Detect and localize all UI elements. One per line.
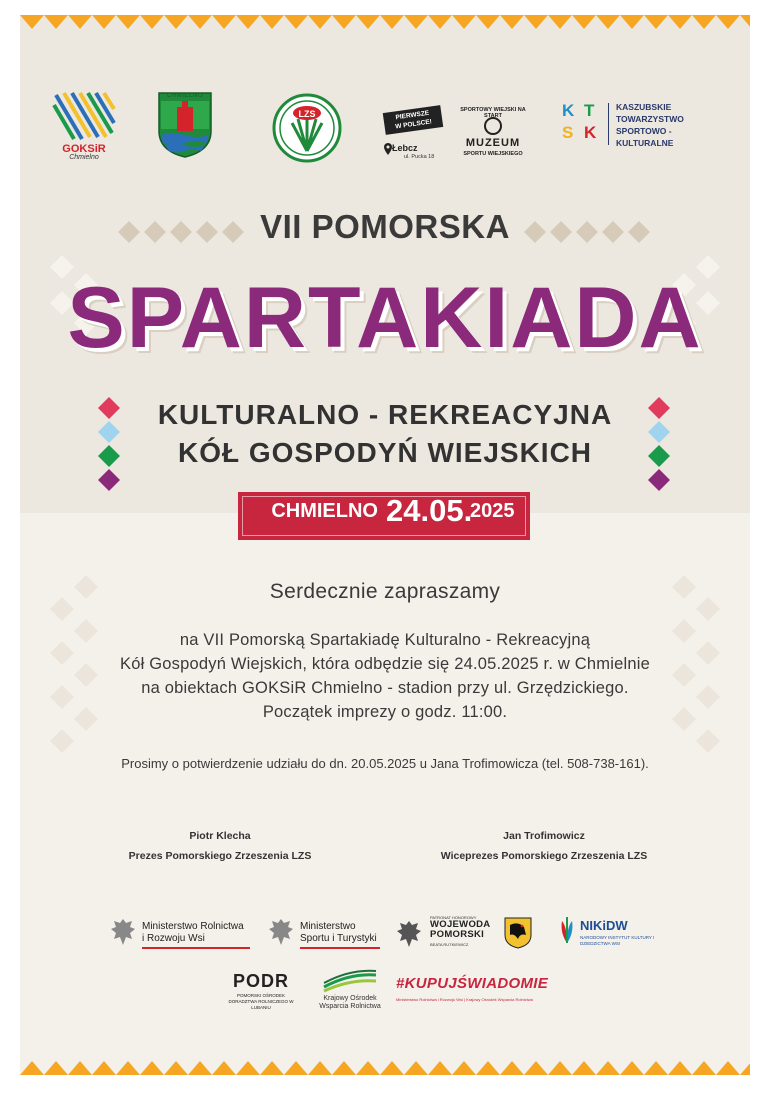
ktsk-name-line: KASZUBSKIE	[616, 102, 672, 112]
ministry-sport-name	[300, 921, 377, 945]
invite-heading: Serdecznie zapraszamy	[269, 580, 501, 603]
ktsk-letter-t: T	[584, 101, 595, 120]
podr-subtitle: POMORSKI OŚRODEK DORADZTWA ROLNICZEGO W LUBANIU	[228, 993, 294, 1010]
muzeum-sportu-logo-group	[382, 105, 532, 165]
ministry-line: Ministerstwo Rolnictwa	[142, 921, 244, 932]
eagle-emblem-icon	[110, 917, 136, 947]
date-day: 24.05.	[386, 493, 473, 528]
date-banner	[238, 492, 530, 540]
nikidw-subtitle: NARODOWY INSTYTUT KULTURY I DZIEDZICTWA WSI	[580, 935, 655, 946]
event-title: SPARTAKIADA	[67, 270, 703, 366]
podr-logo	[228, 971, 294, 1015]
signature-left	[80, 830, 360, 862]
kupuj-swiadomie-subtitle: Ministerstwo Rolnictwa i Rozwoju Wsi | Krajowy Ośrodek Wsparcia Rolnictwa	[396, 997, 533, 1002]
event-line-2: KÓŁ GOSPODYŃ WIEJSKICH	[177, 437, 593, 468]
kowr-logo	[310, 969, 390, 1015]
ministry-line: Ministerstwo	[300, 921, 356, 932]
ktsk-letter-k1: K	[562, 101, 575, 120]
ktsk-name	[616, 101, 684, 149]
nikidw-logo	[558, 915, 688, 951]
bottom-zigzag-border	[20, 1055, 750, 1075]
kupuj-swiadomie-wordmark: #KUPUJŚWIADOMIE	[396, 975, 549, 992]
ministry-underline	[300, 947, 380, 949]
kowr-name	[310, 995, 390, 1011]
paragraph-line: na VII Pomorską Spartakiadę Kulturalno - Rekreacyjną	[179, 631, 591, 649]
wojewoda-pomorski-logo	[396, 915, 506, 955]
ktsk-divider	[608, 103, 609, 145]
date-year: 2025	[470, 500, 515, 522]
ktsk-logo	[560, 101, 710, 161]
lzs-logo	[272, 93, 342, 163]
top-zigzag-border	[20, 15, 750, 35]
ball-icon	[484, 117, 502, 135]
kowr-line: Wsparcia Rolnictwa	[319, 1003, 381, 1010]
signature-name: Jan Trofimowicz	[503, 830, 585, 842]
ktsk-name-line: SPORTOWO -	[616, 126, 672, 136]
invitation-paragraph	[20, 628, 750, 724]
ministry-line: Sportu i Turystyki	[300, 933, 377, 944]
ktsk-letter-grid	[560, 101, 604, 145]
muzeum-subtitle: SPORTU WIEJSKIEGO	[463, 151, 523, 157]
lzs-label: LZS	[298, 109, 316, 119]
signature-right	[404, 830, 684, 862]
wojewoda-line: POMORSKI	[430, 929, 485, 940]
confirmation-note: Prosimy o potwierdzenie udziału do dn. 20.05.2025 u Jana Trofimowicza (tel. 508-738-161).	[121, 756, 649, 771]
muzeum-wordmark: MUZEUM	[465, 137, 521, 149]
paragraph-line: Początek imprezy o godz. 11:00.	[262, 703, 508, 721]
ministry-agriculture-name	[142, 921, 244, 945]
nikidw-wordmark: NIKiDW	[580, 918, 628, 933]
right-color-diamonds	[646, 395, 672, 495]
goksir-logo	[52, 91, 116, 161]
goksir-wordmark: GOKSiR	[62, 143, 106, 155]
badge-line-1: PIERWSZE	[395, 109, 430, 122]
kowr-line: Krajowy Ośrodek	[323, 995, 377, 1002]
ktsk-name-line: KULTURALNE	[616, 138, 674, 148]
muzeum-logo	[458, 105, 528, 165]
signature-role: Wiceprezes Pomorskiego Zrzeszenia LZS	[440, 850, 648, 862]
date-place: CHMIELNO	[271, 500, 378, 522]
ministry-agriculture-logo	[110, 917, 260, 949]
paragraph-line: Kół Gospodyń Wiejskich, która odbędzie się 24.05.2025 r. w Chmielnie	[120, 655, 650, 673]
event-line-1: KULTURALNO - REKREACYJNA	[157, 399, 613, 430]
wojewoda-person: BEATA RUTKIEWICZ	[430, 942, 469, 947]
ktsk-letter-k2: K	[584, 123, 597, 142]
crest-label: CHMIELNO	[167, 93, 203, 99]
wojewoda-line: WOJEWODA	[430, 919, 491, 930]
left-color-diamonds	[96, 395, 122, 495]
badge-line-2: W POLSCE!	[394, 118, 433, 131]
ministry-sport-logo	[268, 917, 388, 949]
signature-role: Prezes Pomorskiego Zrzeszenia LZS	[128, 850, 312, 862]
wojewoda-name	[430, 920, 490, 940]
ktsk-letter-s: S	[562, 123, 574, 142]
ministry-line: i Rozwoju Wsi	[142, 933, 205, 944]
kowr-fields-icon	[310, 969, 390, 993]
lebcz-place: Łebcz	[392, 143, 418, 153]
podr-wordmark: PODR	[232, 971, 289, 991]
chmielno-crest-logo	[157, 91, 213, 159]
nikidw-leaf-icon	[558, 915, 576, 945]
muzeum-arc-text: SPORTOWY WIEJSKI NA START	[460, 107, 526, 119]
event-subtitle: VII POMORSKA	[260, 208, 510, 245]
poster	[20, 15, 750, 1075]
kupuj-swiadomie-logo	[396, 975, 556, 1005]
pierwsze-w-polsce-badge	[383, 105, 443, 135]
ktsk-name-line: TOWARZYSTWO	[616, 114, 684, 124]
ministry-underline	[142, 947, 250, 949]
paragraph-line: na obiektach GOKSiR Chmielno - stadion przy ul. Grzędzickiego.	[141, 679, 629, 697]
signature-name: Piotr Klecha	[189, 830, 251, 842]
goksir-subtitle: Chmielno	[69, 154, 99, 161]
patronat-label: PATRONAT HONOROWY	[430, 915, 477, 920]
lebcz-address: ul. Pucka 18	[404, 154, 435, 160]
eagle-emblem-icon	[396, 919, 422, 949]
pomorskie-crest-logo	[504, 917, 532, 949]
eagle-emblem-icon	[268, 917, 294, 947]
location-pin-icon	[384, 143, 392, 155]
